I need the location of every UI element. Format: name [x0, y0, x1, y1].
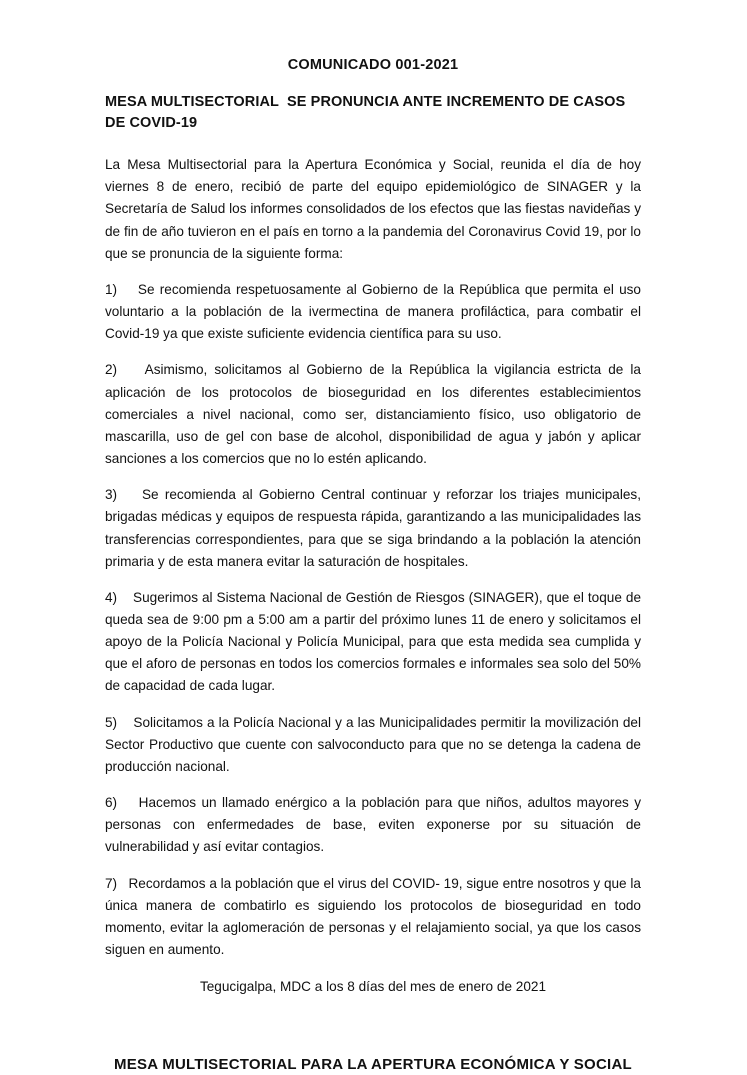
signature-block: MESA MULTISECTORIAL PARA LA APERTURA ECONÓMICA Y SOCIAL	[114, 1056, 632, 1074]
numbered-item-6: 6) Hacemos un llamado enérgico a la población para que niños, adultos mayores y personas con enfermedades de base, eviten exponerse por su situación de vulnerabilidad y así evitar contagios.	[105, 795, 645, 855]
comunicado-number-title: COMUNICADO 001-2021	[287, 57, 459, 73]
numbered-item-1: 1) Se recomienda respetuosamente al Gobierno de la República que permita el uso voluntario a la población de la ivermectina de manera profiláctica, para combatir el Covid-19 ya que existe suficiente evidencia científica para su uso.	[105, 281, 645, 342]
numbered-item-2: 2) Asimismo, solicitamos al Gobierno de la República la vigilancia estricta de la aplicación de los protocolos de bioseguridad en los diferentes establecimientos comerciales a nivel nacional, como ser, distanciamiento físico, uso obligatorio de mascarilla, uso de gel con base de alcohol, disponibilidad de agua y jabón y aplicar sanciones a los comercios que no lo estén aplicando.	[105, 362, 645, 467]
document-headline: MESA MULTISECTORIAL SE PRONUNCIA ANTE INCREMENTO DE CASOS DE COVID-19	[105, 94, 630, 132]
numbered-item-3: 3) Se recomienda al Gobierno Central continuar y reforzar los triajes municipales, brigadas médicas y equipos de respuesta rápida, garantizando a las municipalidades las transferencias correspondientes, para que se siga brindando a la población la atención primaria y de esta manera evitar la saturación de hospitales.	[105, 487, 645, 569]
closing-date-line: Tegucigalpa, MDC a los 8 días del mes de enero de 2021	[199, 979, 547, 995]
numbered-item-4: 4) Sugerimos al Sistema Nacional de Gestión de Riesgos (SINAGER), que el toque de queda sea de 9:00 pm a 5:00 am a partir del próximo lunes 11 de enero y solicitamos el apoyo de la Policía Nacional y Policía Municipal, para que esta medida sea cumplida y que el aforo de personas en todos los comercios formales e informales sea solo del 50% de capacidad de cada lugar.	[105, 589, 645, 694]
numbered-item-5: 5) Solicitamos a la Policía Nacional y a las Municipalidades permitir la movilización del Sector Productivo que cuente con salvoconducto para que no se detenga la cadena de producción nacional.	[105, 714, 645, 774]
document-body	[105, 0, 645, 1075]
numbered-item-7: 7) Recordamos a la población que el virus del COVID- 19, sigue entre nosotros y que la única manera de combatirlo es siguiendo los protocolos de bioseguridad en todo momento, evitar la aglomeración de personas y el relajamiento social, ya que los casos siguen en aumento.	[105, 875, 645, 957]
intro-paragraph: La Mesa Multisectorial para la Apertura Económica y Social, reunida el día de hoy viernes 8 de enero, recibió de parte del equipo epidemiológico de SINAGER y la Secretaría de Salud los informes consolidados de los efectos que las fiestas navideñas y de fin de año tuvieron en el país en torno a la pandemia del Coronavirus Covid 19, por lo que se pronuncia de la siguiente forma:	[105, 157, 645, 261]
